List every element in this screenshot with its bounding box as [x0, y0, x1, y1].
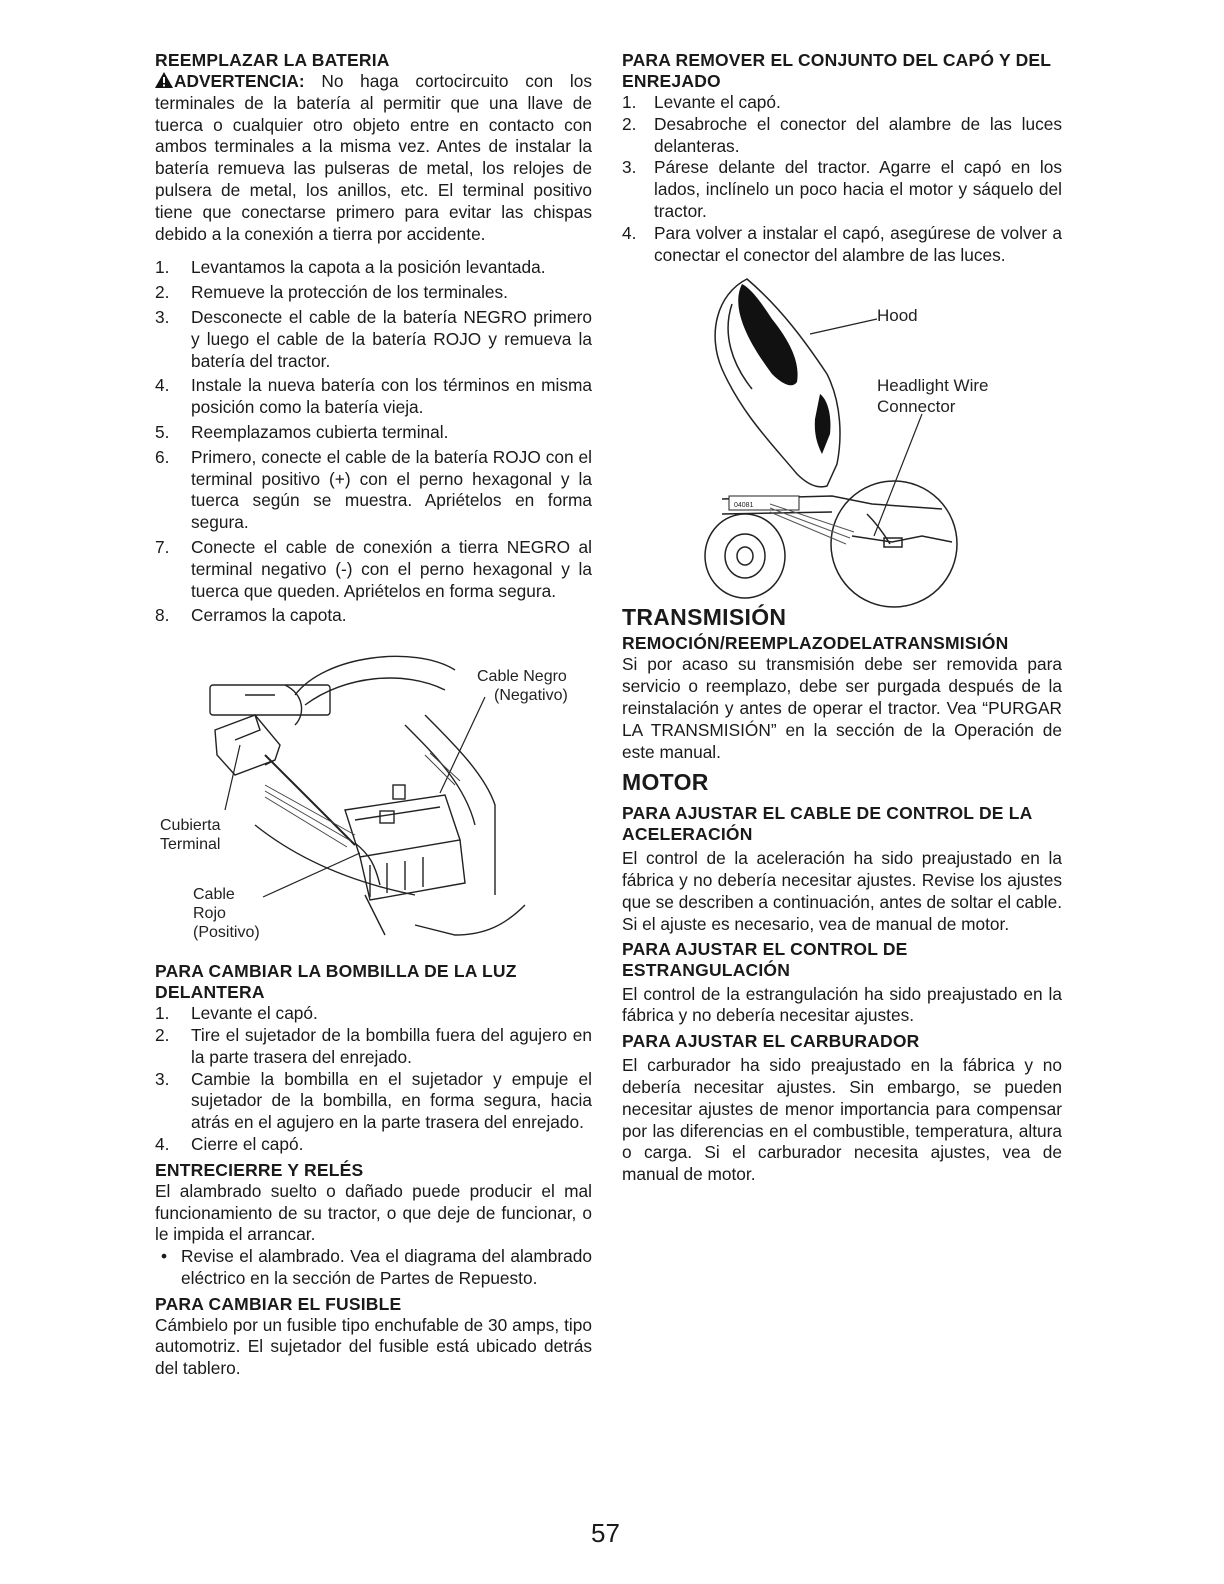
label-hood: Hood	[877, 306, 918, 326]
throttle-heading: PARA AJUSTAR EL CABLE DE CONTROL DE LA ACELERACIÓN	[622, 803, 1032, 845]
transmission-text: Si por acaso su transmisión debe ser removida para servicio o reemplazo, debe ser purgada después de la reinstalación y antes de operar el tractor. Vea “PURGAR LA TRANSMISIÓN” en la sección de la Operación de este manual.	[622, 654, 1062, 762]
list-item: 4. Para volver a instalar el capó, asegúrese de volver a conectar el conector del alambre de las luces.	[622, 222, 1062, 265]
motor-title: MOTOR	[622, 769, 709, 796]
list-item: 1. Levantamos la capota a la posición levantada.	[155, 257, 546, 278]
wiring-bullets	[155, 1246, 592, 1290]
transmission-title: TRANSMISIÓN	[622, 604, 787, 631]
list-item: 2. Tire el sujetador de la bombilla fuera del agujero en la parte trasera del enrejado.	[155, 1024, 592, 1067]
wiring-heading: ENTRECIERRE Y RELÉS	[155, 1159, 364, 1180]
list-item: 2. Remueve la protección de los terminales.	[155, 282, 508, 303]
label-negativo: (Negativo)	[494, 687, 568, 705]
list-item: 3. Desconecte el cable de la batería NEGRO primero y luego el cable de la batería ROJO y remueva la batería del tractor.	[155, 306, 592, 371]
list-item: 3. Cambie la bombilla en el sujetador y empuje el sujetador de la bombilla, en forma segura, hacia atrás en el agujero en la parte trasera del enrejado.	[155, 1068, 592, 1133]
list-item: 2. Desabroche el conector del alambre de las luces delanteras.	[622, 113, 1062, 156]
choke-heading: PARA AJUSTAR EL CONTROL DE ESTRANGULACIÓN	[622, 938, 908, 980]
list-item: 7. Conecte el cable de conexión a tierra NEGRO al terminal negativo (-) con el perno hexagonal y la tuerca que queden. Apriételos en forma segura.	[155, 536, 592, 601]
wiring-text: El alambrado suelto o dañado puede producir el mal funcionamiento de su tractor, o que deje de funcionar, o le impida el arrancar.	[155, 1180, 592, 1245]
list-item: 1. Levante el capó.	[622, 92, 781, 112]
warning-label: ADVERTENCIA:	[174, 71, 305, 91]
figure-tag: 04081	[734, 502, 754, 510]
right-column	[622, 50, 1062, 1186]
carb-heading: PARA AJUSTAR EL CARBURADOR	[622, 1031, 920, 1052]
bulb-steps	[155, 1003, 592, 1156]
list-item: • Revise el alambrado. Vea el diagrama del alambrado eléctrico en la sección de Partes de Repuesto.	[161, 1246, 592, 1288]
hood-illustration	[622, 274, 1062, 609]
warning-triangle-icon	[155, 72, 173, 88]
label-terminal: Terminal	[160, 836, 221, 854]
throttle-text: El control de la aceleración ha sido preajustado en la fábrica y no debería necesitar ajustes. Revise los ajustes que se describen a continuación, antes de soltar el cable. Si el ajuste es necesario, vea de manual de motor.	[622, 848, 1062, 934]
list-item: 5. Reemplazamos cubierta terminal.	[155, 421, 449, 442]
battery-heading: REEMPLAZAR LA BATERIA	[155, 50, 390, 70]
choke-text: El control de la estrangulación ha sido preajustado en la fábrica y no debería necesitar ajustes.	[622, 983, 1062, 1026]
label-cable: Cable	[193, 886, 235, 904]
hood-drawing	[622, 274, 1062, 609]
battery-warning	[155, 71, 592, 245]
list-item: 3. Párese delante del tractor. Agarre el capó en los lados, inclínelo un poco hacia el motor y sáquelo del tractor.	[622, 157, 1062, 221]
list-item: 4. Cierre el capó.	[155, 1133, 304, 1154]
list-item: 4. Instale la nueva batería con los términos en misma posición como la batería vieja.	[155, 375, 592, 418]
carb-text: El carburador ha sido preajustado en la fábrica y no debería necesitar ajustes. Sin embargo, se pueden necesitar ajustes de menor importancia para compensar por las diferencias en el combustible, temperatura, altura o carga. Si el carburador necesita ajustes, vea de manual de motor.	[622, 1055, 1062, 1185]
list-item: 6. Primero, conecte el cable de la batería ROJO con el terminal positivo (+) con el perno hexagonal y la tuerca según se muestra. Apriételos en forma segura.	[155, 446, 592, 533]
bulb-heading: PARA CAMBIAR LA BOMBILLA DE LA LUZ DELANTERA	[155, 961, 517, 1003]
fuse-heading: PARA CAMBIAR EL FUSIBLE	[155, 1293, 402, 1314]
battery-illustration	[155, 635, 592, 955]
warning-text: No haga cortocircuito con los terminales de la batería al permitir que una llave de tuerca o cualquier otro objeto entre en contacto con ambos terminales a la misma vez. Antes de instalar la batería remueva las pulseras de metal, los relojes de pulsera de metal, los anillos, etc. El terminal positivo tiene que conectarse primero para evitar las chispas debido a la conexión a tierra por accidente.	[155, 71, 592, 244]
page-number: 57	[591, 1518, 620, 1548]
hood-heading: PARA REMOVER EL CONJUNTO DEL CAPÓ Y DEL ENREJADO	[622, 50, 1051, 91]
label-headlight-wire: Headlight Wire	[877, 376, 989, 396]
left-column	[155, 50, 592, 1380]
label-connector: Connector	[877, 397, 956, 417]
battery-steps	[155, 257, 592, 627]
label-cubierta: Cubierta	[160, 817, 221, 835]
list-item: 8. Cerramos la capota.	[155, 605, 347, 626]
label-cable-negro: Cable Negro	[477, 668, 567, 686]
bullet-icon: •	[161, 1246, 168, 1267]
label-rojo: Rojo	[193, 905, 226, 923]
transmission-heading: REMOCIÓN/REEMPLAZODELATRANSMISIÓN	[622, 633, 1009, 654]
label-positivo: (Positivo)	[193, 924, 260, 942]
list-item: 1. Levante el capó.	[155, 1003, 318, 1024]
hood-steps	[622, 92, 1062, 266]
fuse-text: Cámbielo por un fusible tipo enchufable de 30 amps, tipo automotriz. El sujetador del fusible está ubicado detrás del tablero.	[155, 1314, 592, 1379]
